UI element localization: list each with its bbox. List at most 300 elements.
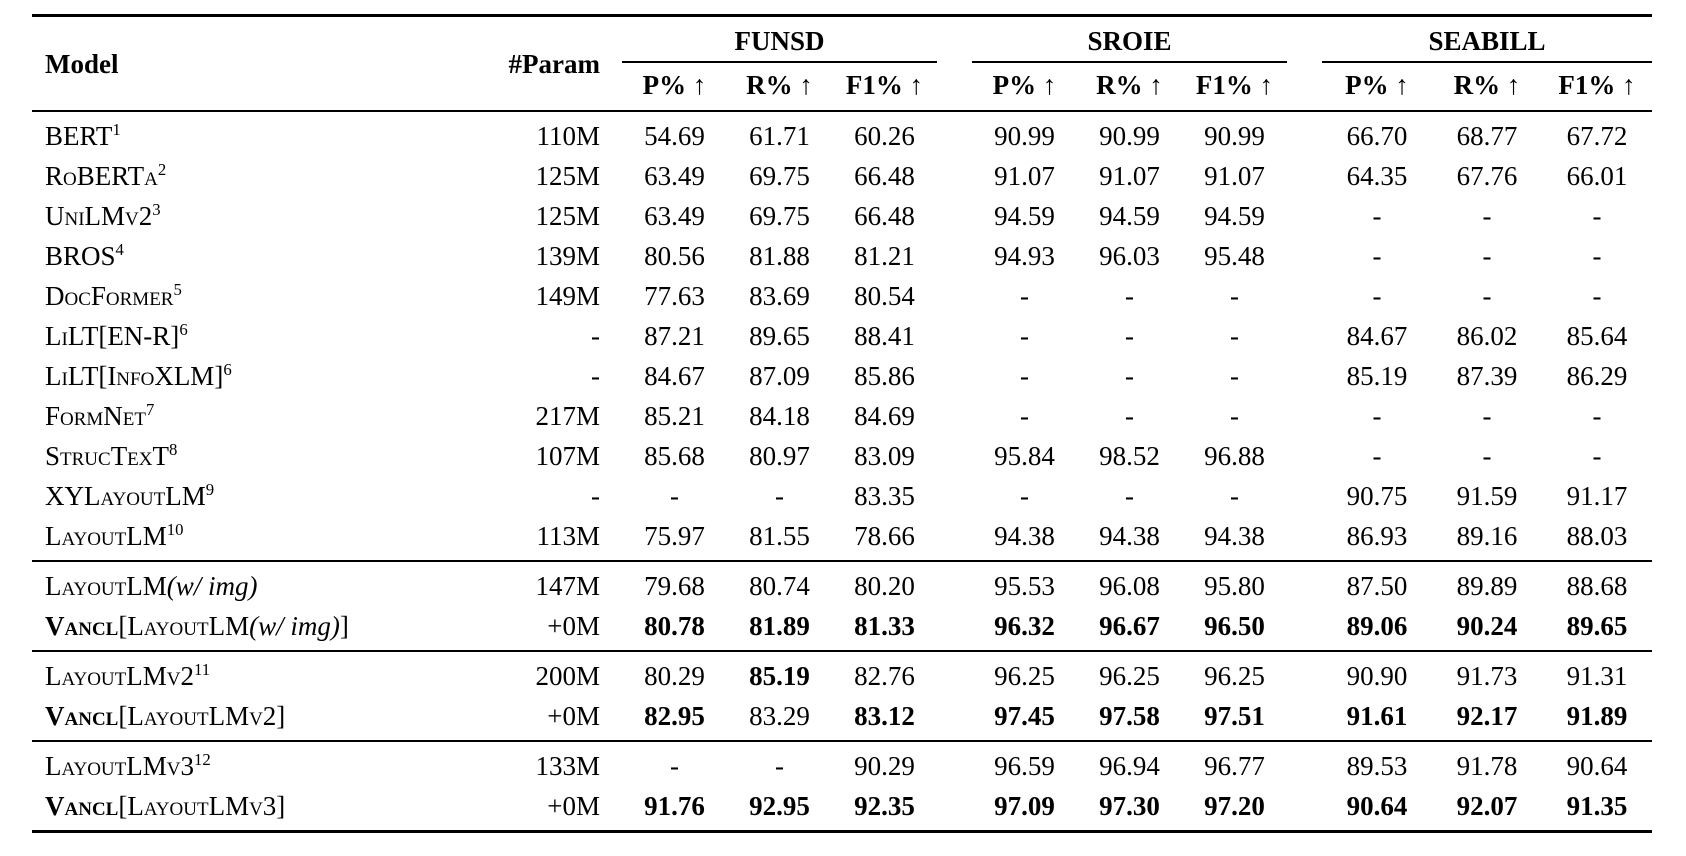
model-name-part: 12 <box>193 750 211 769</box>
funsd-recall-cell: 69.75 <box>749 161 810 191</box>
sroie-f1-cell: - <box>1230 281 1240 311</box>
seabill-recall-cell: - <box>1482 241 1492 271</box>
funsd-precision-cell: 80.29 <box>644 661 705 691</box>
col-header-funsd-f1: F1% ↑ <box>845 70 924 100</box>
table-header <box>32 16 1652 112</box>
funsd-recall-cell: 83.69 <box>749 281 810 311</box>
model-cell <box>32 236 502 276</box>
seabill-recall-cell: 89.16 <box>1456 521 1518 551</box>
sroie-precision-cell: 94.59 <box>994 201 1055 231</box>
column-gap <box>1287 316 1322 356</box>
seabill-recall-cell: 89.89 <box>1456 571 1518 601</box>
group-header-sroie: SROIE <box>972 16 1287 63</box>
section-layoutlm-img <box>32 561 1652 651</box>
seabill-recall-cell: 91.78 <box>1456 751 1518 781</box>
funsd-precision-cell: 91.76 <box>644 791 705 821</box>
param-cell: 125M <box>535 161 600 191</box>
column-gap <box>937 561 972 606</box>
funsd-f1-cell: 60.26 <box>854 121 915 151</box>
column-gap <box>1287 196 1322 236</box>
funsd-f1-cell: 80.54 <box>854 281 915 311</box>
column-gap <box>602 786 622 832</box>
funsd-precision-cell: 85.21 <box>644 401 705 431</box>
funsd-f1-cell: 66.48 <box>854 161 915 191</box>
column-gap <box>602 516 622 561</box>
seabill-f1-cell: - <box>1592 401 1602 431</box>
model-cell <box>32 741 502 786</box>
col-header-model: Model <box>45 48 119 79</box>
column-gap <box>937 356 972 396</box>
funsd-precision-cell: 80.56 <box>644 241 705 271</box>
column-gap <box>602 276 622 316</box>
seabill-recall-cell: 90.24 <box>1456 611 1518 641</box>
seabill-f1-cell: 67.72 <box>1566 121 1628 151</box>
sroie-f1-cell: 94.59 <box>1204 201 1265 231</box>
model-name-part: 9 <box>205 480 215 499</box>
funsd-recall-cell: 83.29 <box>749 701 810 731</box>
model-name-part: 7 <box>146 400 155 419</box>
seabill-recall-cell: 67.76 <box>1456 161 1518 191</box>
sroie-recall-cell: 97.30 <box>1099 791 1160 821</box>
model-name-part: Vancl <box>45 701 119 731</box>
column-gap <box>1287 276 1322 316</box>
col-header-funsd-recall: R% ↑ <box>746 70 813 100</box>
results-table <box>32 14 1652 833</box>
column-gap <box>937 786 972 832</box>
col-header-param: #Param <box>508 48 600 79</box>
param-cell: 139M <box>535 241 600 271</box>
param-cell: 217M <box>535 401 600 431</box>
table-row <box>32 276 1652 316</box>
table-row <box>32 696 1652 741</box>
sroie-f1-cell: 97.51 <box>1204 701 1265 731</box>
model-name-part: 8 <box>169 440 178 459</box>
seabill-f1-cell: 85.64 <box>1566 321 1628 351</box>
model-name-part: [LayoutLMv3] <box>118 791 286 821</box>
seabill-recall-cell: - <box>1482 441 1492 471</box>
sroie-recall-cell: 94.59 <box>1099 201 1160 231</box>
column-gap <box>1287 606 1322 651</box>
seabill-precision-cell: 64.35 <box>1346 161 1408 191</box>
model-name-part: StrucTexT <box>45 441 170 471</box>
col-header-seabill-precision: P% ↑ <box>1345 70 1409 100</box>
model-name-part: Vancl <box>45 791 119 821</box>
sroie-f1-cell: 91.07 <box>1204 161 1265 191</box>
funsd-recall-cell: 61.71 <box>749 121 810 151</box>
sroie-precision-cell: 95.53 <box>994 571 1055 601</box>
column-gap <box>1287 741 1322 786</box>
sroie-recall-cell: 96.08 <box>1099 571 1160 601</box>
table-row <box>32 396 1652 436</box>
model-name-part: ] <box>339 611 349 641</box>
param-cell: +0M <box>547 791 600 821</box>
model-name-part: RoBERTa <box>45 161 158 191</box>
table-row <box>32 356 1652 396</box>
funsd-f1-cell: 83.12 <box>854 701 915 731</box>
column-gap <box>1287 516 1322 561</box>
param-cell: - <box>591 321 600 351</box>
model-name-part: [LayoutLMv2] <box>118 701 286 731</box>
seabill-f1-cell: - <box>1592 241 1602 271</box>
sroie-recall-cell: 91.07 <box>1099 161 1160 191</box>
seabill-recall-cell: 92.17 <box>1456 701 1518 731</box>
column-gap <box>1287 651 1322 696</box>
column-gap <box>602 651 622 696</box>
model-name-part: 3 <box>152 200 161 219</box>
funsd-f1-cell: 81.21 <box>854 241 915 271</box>
model-name-part: LayoutLM <box>45 571 167 601</box>
funsd-recall-cell: 80.74 <box>749 571 810 601</box>
param-cell: - <box>591 481 600 511</box>
seabill-f1-cell: 91.17 <box>1566 481 1628 511</box>
seabill-recall-cell: 91.73 <box>1456 661 1518 691</box>
column-gap <box>1287 396 1322 436</box>
funsd-f1-cell: 88.41 <box>854 321 915 351</box>
model-name-part: UniLMv2 <box>45 201 153 231</box>
model-cell <box>32 111 502 156</box>
funsd-f1-cell: 80.20 <box>854 571 915 601</box>
model-cell <box>32 436 502 476</box>
sroie-f1-cell: 96.88 <box>1204 441 1265 471</box>
sroie-precision-cell: - <box>1020 401 1029 431</box>
table-row <box>32 476 1652 516</box>
model-name-part: 11 <box>193 660 211 679</box>
model-name-part: 5 <box>173 280 182 299</box>
section-baselines <box>32 111 1652 561</box>
funsd-recall-cell: - <box>775 751 784 781</box>
sroie-f1-cell: 97.20 <box>1204 791 1265 821</box>
column-gap <box>1287 156 1322 196</box>
seabill-precision-cell: 91.61 <box>1346 701 1408 731</box>
funsd-recall-cell: 80.97 <box>749 441 810 471</box>
funsd-precision-cell: - <box>670 751 679 781</box>
column-gap <box>602 741 622 786</box>
sroie-f1-cell: 95.80 <box>1204 571 1265 601</box>
column-gap <box>602 236 622 276</box>
table-row <box>32 786 1652 832</box>
sroie-precision-cell: 96.25 <box>994 661 1055 691</box>
column-gap <box>1287 16 1322 112</box>
funsd-precision-cell: 84.67 <box>644 361 705 391</box>
seabill-f1-cell: - <box>1592 201 1602 231</box>
seabill-precision-cell: 66.70 <box>1346 121 1408 151</box>
param-cell: +0M <box>547 701 600 731</box>
seabill-recall-cell: - <box>1482 201 1492 231</box>
model-cell <box>32 156 502 196</box>
seabill-f1-cell: 89.65 <box>1566 611 1628 641</box>
seabill-precision-cell: 87.50 <box>1346 571 1408 601</box>
model-cell <box>32 476 502 516</box>
sroie-f1-cell: 96.50 <box>1204 611 1265 641</box>
model-name-part: 4 <box>115 240 124 259</box>
column-gap <box>602 356 622 396</box>
sroie-recall-cell: 96.03 <box>1099 241 1160 271</box>
model-name-part: (w/ img) <box>249 611 340 641</box>
funsd-f1-cell: 82.76 <box>854 661 915 691</box>
column-gap <box>602 476 622 516</box>
seabill-recall-cell: - <box>1482 281 1492 311</box>
column-gap <box>602 696 622 741</box>
col-header-seabill-f1: F1% ↑ <box>1558 70 1636 100</box>
model-cell <box>32 696 502 741</box>
seabill-precision-cell: 84.67 <box>1346 321 1408 351</box>
funsd-f1-cell: 92.35 <box>854 791 915 821</box>
column-gap <box>937 316 972 356</box>
column-gap <box>1287 696 1322 741</box>
section-layoutlmv2 <box>32 651 1652 741</box>
table-row <box>32 156 1652 196</box>
seabill-recall-cell: 68.77 <box>1456 121 1518 151</box>
model-name-part: LiLT[EN-R] <box>45 321 180 351</box>
seabill-f1-cell: 88.68 <box>1566 571 1628 601</box>
seabill-f1-cell: - <box>1592 441 1602 471</box>
funsd-precision-cell: 82.95 <box>644 701 705 731</box>
funsd-recall-cell: 92.95 <box>749 791 810 821</box>
column-gap <box>937 436 972 476</box>
sroie-f1-cell: 95.48 <box>1204 241 1265 271</box>
column-gap <box>602 561 622 606</box>
sroie-f1-cell: - <box>1230 321 1240 351</box>
param-cell: 113M <box>536 521 600 551</box>
param-cell: 125M <box>535 201 600 231</box>
model-cell <box>32 316 502 356</box>
model-name-part: [LayoutLM <box>118 611 250 641</box>
funsd-precision-cell: 77.63 <box>644 281 705 311</box>
model-cell <box>32 561 502 606</box>
table-row <box>32 561 1652 606</box>
column-gap <box>1287 436 1322 476</box>
column-gap <box>937 651 972 696</box>
column-gap <box>1287 476 1322 516</box>
model-name-part: BERT <box>45 121 113 151</box>
sroie-recall-cell: 94.38 <box>1099 521 1160 551</box>
seabill-recall-cell: 87.39 <box>1456 361 1518 391</box>
model-name-part: 1 <box>112 120 121 139</box>
column-gap <box>602 196 622 236</box>
param-cell: 147M <box>535 571 600 601</box>
table-row <box>32 196 1652 236</box>
model-name-part: LayoutLMv3 <box>45 751 194 781</box>
funsd-recall-cell: 85.19 <box>749 661 810 691</box>
sroie-recall-cell: 96.94 <box>1099 751 1160 781</box>
model-name-part: LayoutLMv2 <box>45 661 194 691</box>
sroie-precision-cell: 90.99 <box>994 121 1055 151</box>
funsd-recall-cell: 81.88 <box>749 241 810 271</box>
column-gap <box>937 606 972 651</box>
seabill-f1-cell: 86.29 <box>1566 361 1628 391</box>
table-row <box>32 316 1652 356</box>
model-cell <box>32 356 502 396</box>
col-header-seabill-recall: R% ↑ <box>1453 70 1521 100</box>
table-row <box>32 516 1652 561</box>
sroie-f1-cell: 96.25 <box>1204 661 1265 691</box>
param-cell: - <box>591 361 600 391</box>
funsd-f1-cell: 83.35 <box>854 481 915 511</box>
column-gap <box>937 156 972 196</box>
funsd-recall-cell: 84.18 <box>749 401 810 431</box>
col-header-sroie-precision: P% ↑ <box>992 70 1057 100</box>
funsd-recall-cell: 87.09 <box>749 361 810 391</box>
column-gap <box>602 436 622 476</box>
model-name-part: XYLayoutLM <box>45 481 206 511</box>
model-cell <box>32 396 502 436</box>
sroie-f1-cell: - <box>1230 481 1240 511</box>
column-gap <box>602 316 622 356</box>
sroie-recall-cell: 97.58 <box>1099 701 1160 731</box>
seabill-f1-cell: 88.03 <box>1566 521 1628 551</box>
model-name-part: DocFormer <box>45 281 174 311</box>
funsd-precision-cell: 75.97 <box>644 521 705 551</box>
seabill-precision-cell: 89.06 <box>1346 611 1408 641</box>
group-header-funsd: FUNSD <box>622 16 937 63</box>
sroie-precision-cell: - <box>1020 361 1029 391</box>
column-gap <box>937 276 972 316</box>
seabill-recall-cell: 91.59 <box>1456 481 1518 511</box>
sroie-f1-cell: - <box>1230 361 1240 391</box>
sroie-recall-cell: - <box>1125 401 1134 431</box>
seabill-f1-cell: 91.31 <box>1566 661 1628 691</box>
sroie-precision-cell: - <box>1020 321 1029 351</box>
sroie-f1-cell: - <box>1230 401 1240 431</box>
column-gap <box>937 696 972 741</box>
group-header-seabill: SEABILL <box>1322 16 1652 63</box>
model-cell <box>32 276 502 316</box>
param-cell: 133M <box>535 751 600 781</box>
funsd-f1-cell: 81.33 <box>854 611 915 641</box>
sroie-precision-cell: 97.09 <box>994 791 1055 821</box>
sroie-f1-cell: 96.77 <box>1204 751 1265 781</box>
sroie-precision-cell: - <box>1020 481 1029 511</box>
col-header-funsd-precision: P% ↑ <box>642 70 707 100</box>
model-name-part: 6 <box>223 360 232 379</box>
sroie-recall-cell: - <box>1125 481 1134 511</box>
funsd-f1-cell: 84.69 <box>854 401 915 431</box>
column-gap <box>602 156 622 196</box>
model-cell <box>32 786 502 832</box>
model-name-part: 10 <box>166 520 184 539</box>
column-gap <box>602 16 622 112</box>
funsd-precision-cell: - <box>670 481 679 511</box>
seabill-f1-cell: 90.64 <box>1566 751 1628 781</box>
model-name-part: (w/ img) <box>166 571 258 601</box>
column-gap <box>937 516 972 561</box>
sroie-precision-cell: 91.07 <box>994 161 1055 191</box>
seabill-recall-cell: - <box>1482 401 1492 431</box>
sroie-precision-cell: 96.59 <box>994 751 1055 781</box>
funsd-recall-cell: 89.65 <box>749 321 810 351</box>
funsd-precision-cell: 63.49 <box>644 201 705 231</box>
seabill-precision-cell: - <box>1372 281 1382 311</box>
param-cell: +0M <box>547 611 600 641</box>
seabill-precision-cell: - <box>1372 201 1382 231</box>
funsd-f1-cell: 85.86 <box>854 361 915 391</box>
sroie-precision-cell: 96.32 <box>994 611 1055 641</box>
sroie-recall-cell: - <box>1125 361 1134 391</box>
column-gap <box>1287 111 1322 156</box>
model-name-part: 2 <box>157 160 167 179</box>
column-gap <box>1287 356 1322 396</box>
funsd-recall-cell: 81.89 <box>749 611 810 641</box>
funsd-recall-cell: - <box>775 481 784 511</box>
col-header-sroie-f1: F1% ↑ <box>1195 70 1274 100</box>
model-cell <box>32 606 502 651</box>
model-name-part: FormNet <box>45 401 147 431</box>
sroie-recall-cell: - <box>1125 281 1134 311</box>
seabill-precision-cell: - <box>1372 441 1382 471</box>
seabill-precision-cell: 85.19 <box>1346 361 1408 391</box>
column-gap <box>937 396 972 436</box>
model-name-part: BROS <box>45 241 116 271</box>
col-header-sroie-recall: R% ↑ <box>1096 70 1163 100</box>
column-gap <box>937 236 972 276</box>
column-gap <box>937 196 972 236</box>
column-gap <box>1287 236 1322 276</box>
seabill-f1-cell: 91.35 <box>1566 791 1628 821</box>
param-cell: 110M <box>536 121 600 151</box>
table-row <box>32 236 1652 276</box>
funsd-recall-cell: 69.75 <box>749 201 810 231</box>
seabill-precision-cell: - <box>1372 241 1382 271</box>
sroie-recall-cell: - <box>1125 321 1134 351</box>
funsd-f1-cell: 66.48 <box>854 201 915 231</box>
seabill-recall-cell: 92.07 <box>1456 791 1518 821</box>
sroie-recall-cell: 90.99 <box>1099 121 1160 151</box>
sroie-precision-cell: - <box>1020 281 1029 311</box>
funsd-f1-cell: 78.66 <box>854 521 915 551</box>
column-gap <box>1287 786 1322 832</box>
column-gap <box>937 16 972 112</box>
seabill-precision-cell: 90.90 <box>1346 661 1408 691</box>
funsd-f1-cell: 90.29 <box>854 751 915 781</box>
model-cell <box>32 196 502 236</box>
seabill-f1-cell: 66.01 <box>1566 161 1628 191</box>
funsd-precision-cell: 85.68 <box>644 441 705 471</box>
seabill-precision-cell: 86.93 <box>1346 521 1408 551</box>
funsd-precision-cell: 87.21 <box>644 321 705 351</box>
column-gap <box>602 606 622 651</box>
model-name-part: LayoutLM <box>45 521 167 551</box>
param-cell: 200M <box>535 661 600 691</box>
column-gap <box>602 396 622 436</box>
column-gap <box>937 741 972 786</box>
section-layoutlmv3 <box>32 741 1652 832</box>
funsd-f1-cell: 83.09 <box>854 441 915 471</box>
table-row <box>32 436 1652 476</box>
sroie-precision-cell: 94.38 <box>994 521 1055 551</box>
model-name-part: LiLT[InfoXLM] <box>45 361 224 391</box>
funsd-precision-cell: 54.69 <box>644 121 705 151</box>
column-gap <box>937 111 972 156</box>
column-gap <box>602 111 622 156</box>
sroie-f1-cell: 90.99 <box>1204 121 1265 151</box>
sroie-recall-cell: 96.67 <box>1099 611 1160 641</box>
sroie-precision-cell: 97.45 <box>994 701 1055 731</box>
sroie-recall-cell: 96.25 <box>1099 661 1160 691</box>
seabill-precision-cell: 90.75 <box>1346 481 1408 511</box>
table-row <box>32 111 1652 156</box>
column-gap <box>937 476 972 516</box>
model-name-part: Vancl <box>45 611 119 641</box>
table-row <box>32 651 1652 696</box>
header-row-groups <box>32 16 1652 63</box>
sroie-precision-cell: 94.93 <box>994 241 1055 271</box>
column-gap <box>1287 561 1322 606</box>
seabill-f1-cell: 91.89 <box>1566 701 1628 731</box>
funsd-precision-cell: 63.49 <box>644 161 705 191</box>
seabill-f1-cell: - <box>1592 281 1602 311</box>
param-cell: 149M <box>535 281 600 311</box>
seabill-recall-cell: 86.02 <box>1456 321 1518 351</box>
